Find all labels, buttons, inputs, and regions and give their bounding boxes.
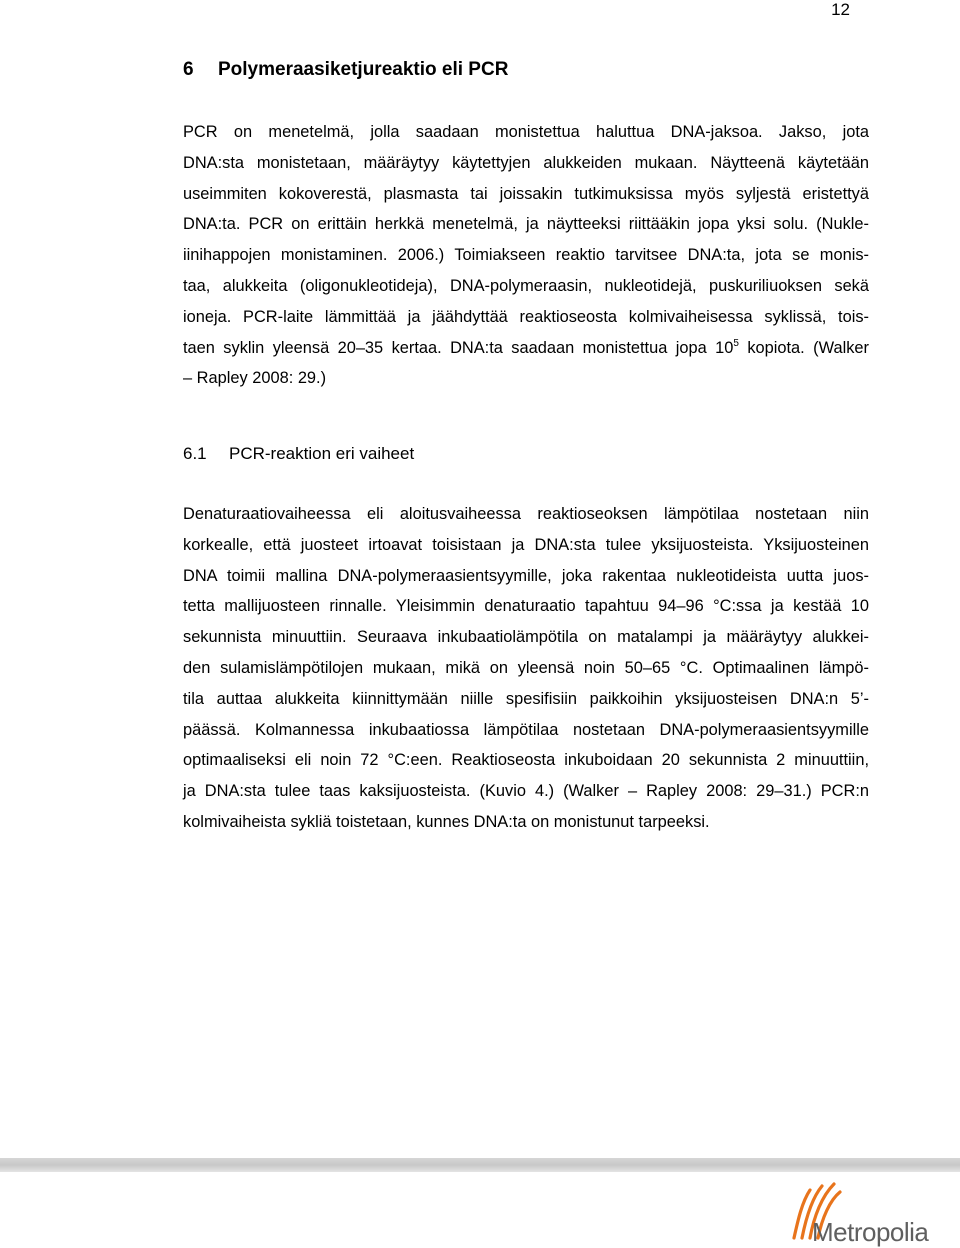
text-line: DNA:sta monistetaan, määräytyy käytettyjen alukkeiden mukaan. Näytteenä käytetään: [183, 153, 869, 172]
paragraph-pcr-phases: [183, 499, 869, 838]
section-title: PCR-reaktion eri vaiheet: [229, 444, 415, 463]
chapter-number: 6: [183, 59, 194, 80]
text-line: korkealle, että juosteet irtoavat toisistaan ja DNA:sta tulee yksijuosteista. Yksijuosteinen: [183, 535, 869, 554]
text-line: taa, alukkeita (oligonukleotideja), DNA-polymeraasin, nukleotidejä, puskuriliuoksen sekä: [183, 276, 869, 295]
text-line: den sulamislämpötilojen mukaan, mikä on yleensä noin 50‒65 °C. Optimaalinen lämpö-: [183, 658, 869, 677]
text-line: DNA:ta. PCR on erittäin herkkä menetelmä, ja näytteeksi riittääkin jopa yksi solu. (Nukle-: [183, 215, 869, 234]
text-line: kolmivaiheista sykliä toistetaan, kunnes DNA:ta on monistunut tarpeeksi.: [183, 812, 710, 831]
text-line: [183, 333, 869, 364]
chapter-heading: [183, 58, 508, 82]
text-line: tila auttaa alukkeita kiinnittymään niille spesifisiin paikkoihin yksijuosteisen DNA:n 5’-: [183, 689, 869, 708]
metropolia-logo-text: Metropolia: [812, 1217, 929, 1247]
section-number: 6.1: [183, 444, 207, 463]
section-heading: [183, 442, 414, 466]
superscript-exponent: 5: [733, 337, 739, 349]
text-line: optimaaliseksi eli noin 72 °C:een. Reaktioseosta inkuboidaan 20 sekunnista 2 minuuttiin,: [183, 751, 869, 770]
text-line: tetta mallijuosteen rinnalle. Yleisimmin denaturaatio tapahtuu 94‒96 °C:ssa ja kestää 10: [183, 597, 869, 616]
chapter-title: Polymeraasiketjureaktio eli PCR: [218, 59, 509, 80]
text-line: ja DNA:sta tulee taas kaksijuosteista. (Kuvio 4.) (Walker ‒ Rapley 2008: 29‒31.) PCR:n: [183, 782, 869, 801]
text-fragment: taen syklin yleensä 20‒35 kertaa. DNA:ta saadaan monistettua jopa 10: [183, 338, 734, 357]
footer-band: [0, 1158, 960, 1172]
text-line: päässä. Kolmannessa inkubaatiossa lämpötilaa nostetaan DNA-polymeraasientsyymille: [183, 720, 869, 739]
text-line: ‒ Rapley 2008: 29.): [183, 369, 327, 388]
text-fragment: kopiota. (Walker: [738, 338, 869, 357]
text-line: PCR on menetelmä, jolla saadaan monistettua haluttua DNA-jaksoa. Jakso, jota: [183, 123, 869, 141]
page-number: 12: [831, 0, 850, 19]
text-line: iinihappojen monistaminen. 2006.) Toimiakseen reaktio tarvitsee DNA:ta, jota se monis-: [183, 246, 869, 265]
text-line: DNA toimii mallina DNA-polymeraasientsyymille, joka rakentaa nukleotideista uutta juos-: [183, 566, 869, 585]
text-line: ioneja. PCR-laite lämmittää ja jäähdyttää reaktioseosta kolmivaiheisessa syklissä, tois-: [183, 307, 869, 326]
text-line: Denaturaatiovaiheessa eli aloitusvaiheessa reaktioseoksen lämpötilaa nostetaan niin: [183, 505, 869, 523]
text-line: sekunnista minuuttiin. Seuraava inkubaatiolämpötila on matalampi ja määräytyy alukkei-: [183, 628, 869, 647]
text-line: useimmiten kokoverestä, plasmasta tai joissakin tutkimuksissa myös syljestä eristettyä: [183, 184, 869, 203]
paragraph-pcr-intro: [183, 117, 869, 394]
